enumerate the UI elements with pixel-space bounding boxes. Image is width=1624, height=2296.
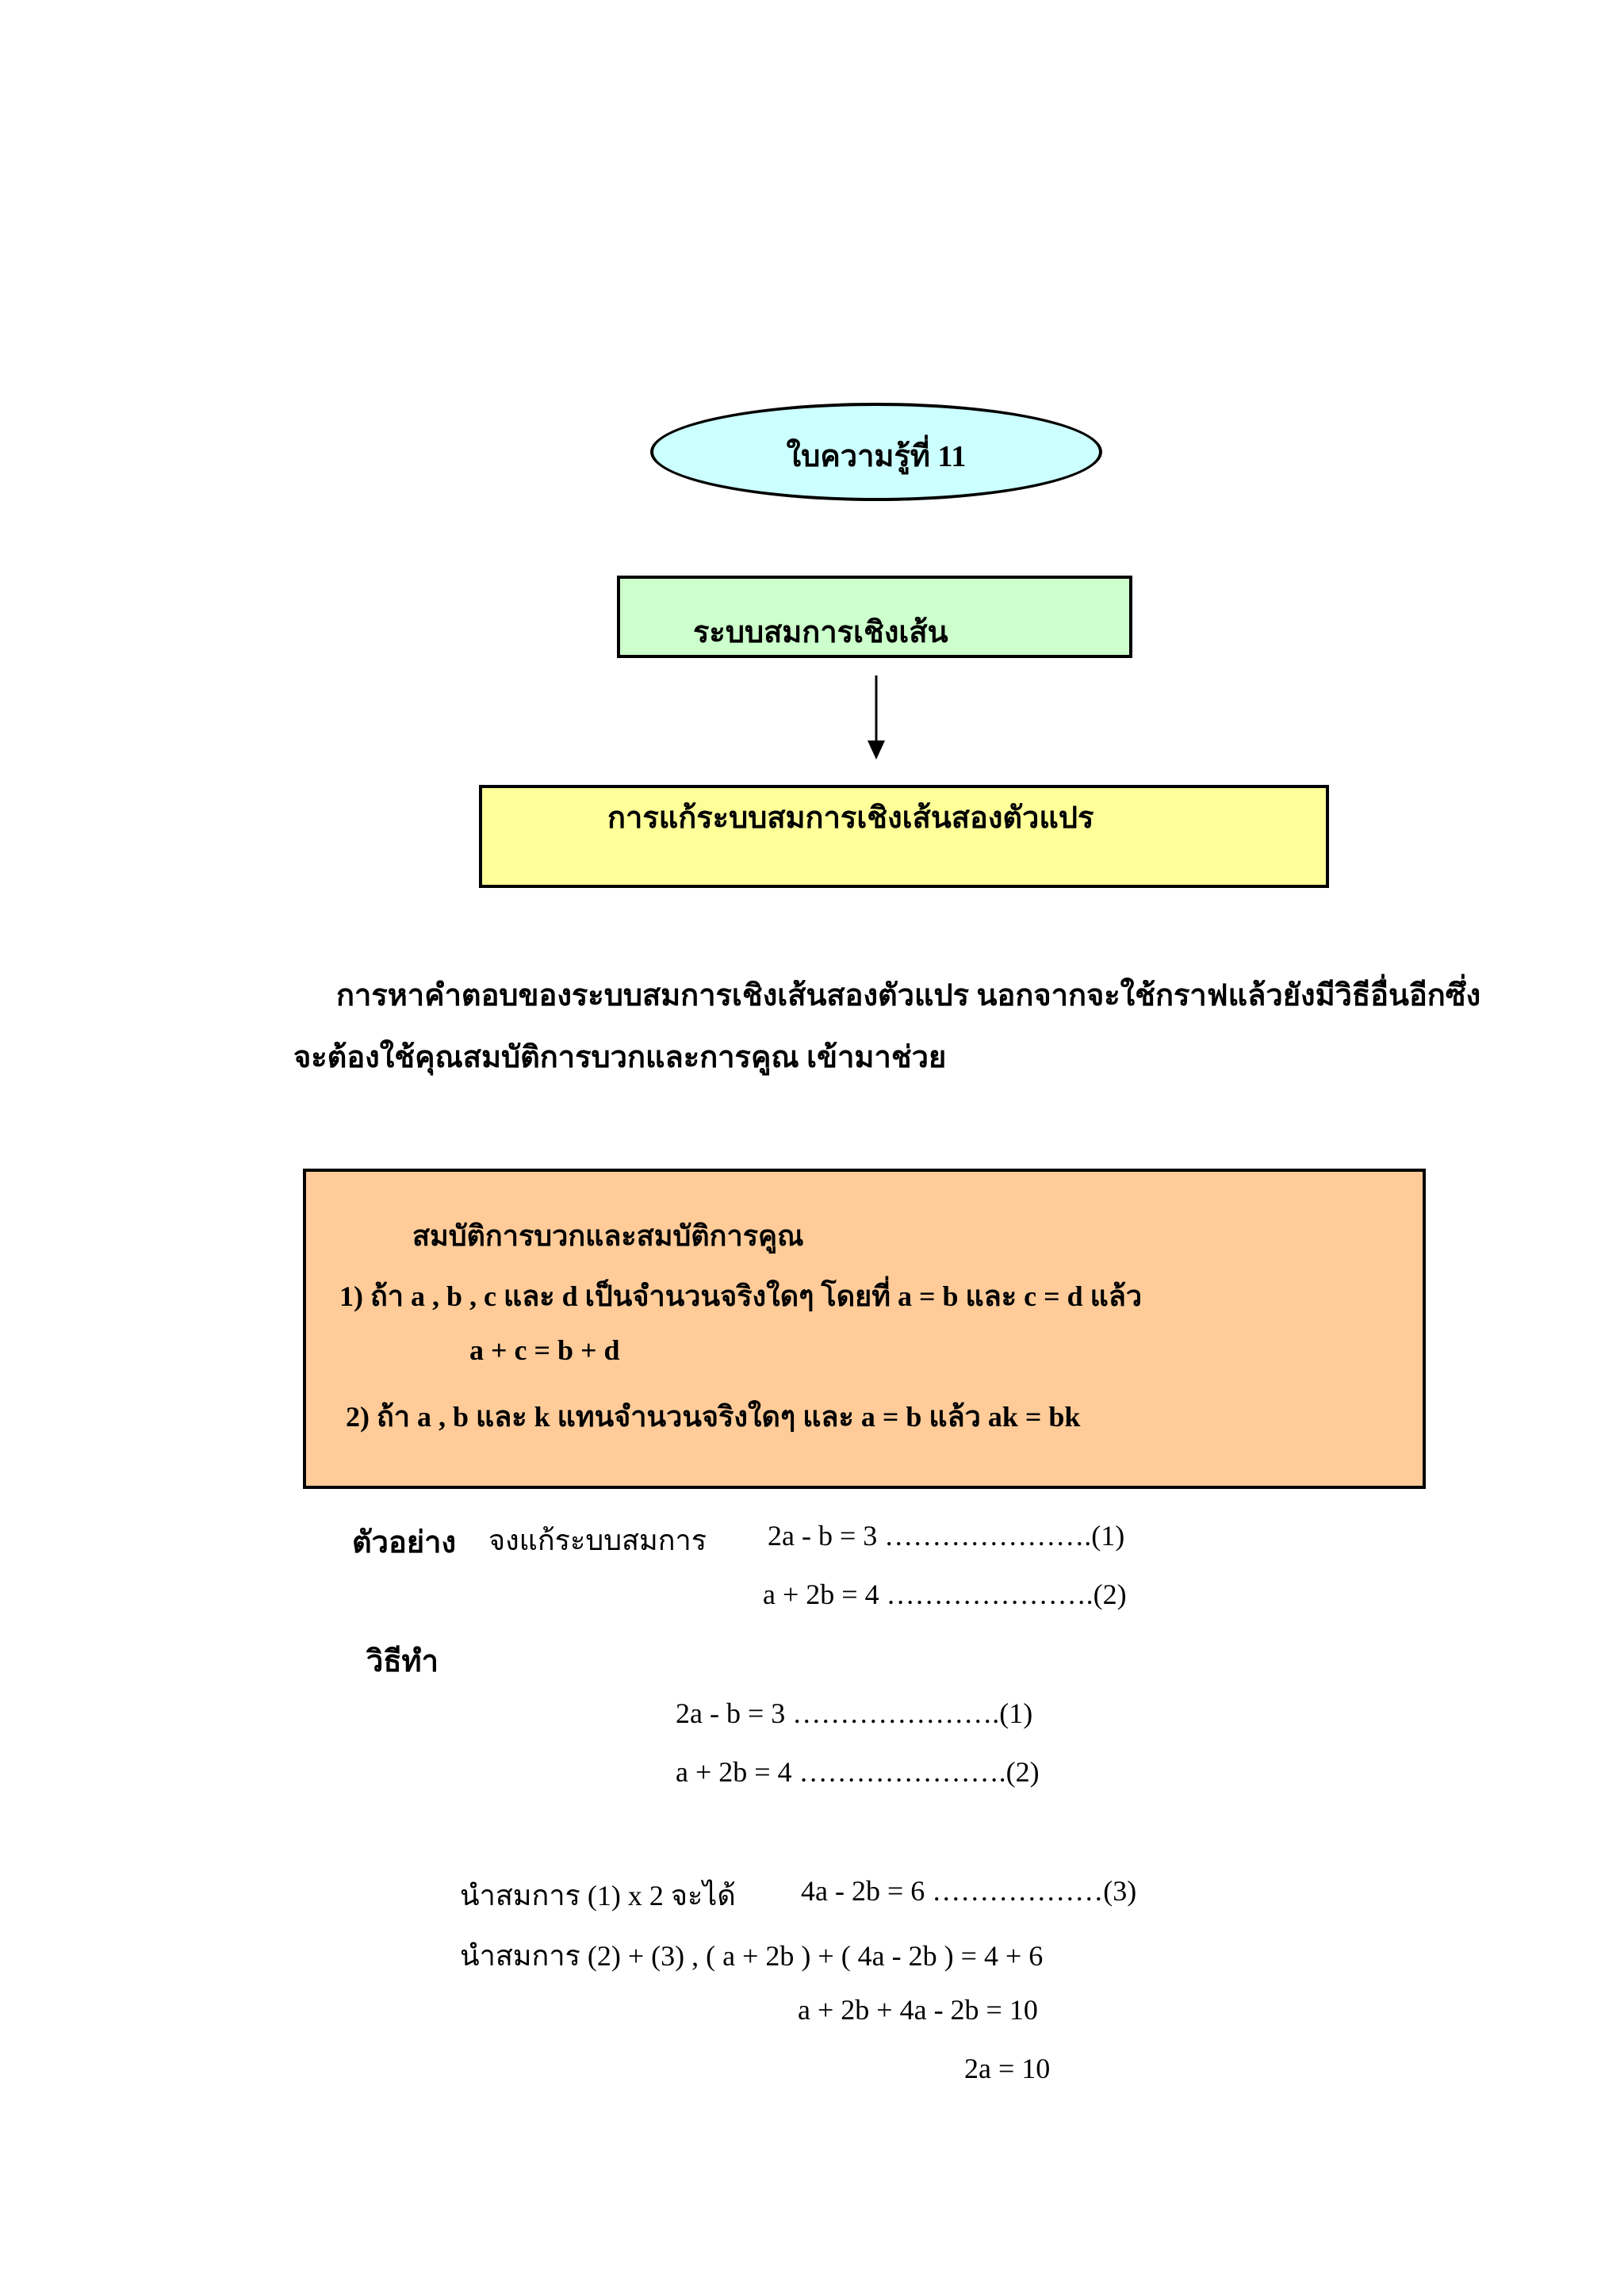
property-item-1: 1) ถ้า a , b , c และ d เป็นจำนวนจริงใดๆ โดยที่ a = b และ c = d แล้ว: [339, 1280, 1143, 1312]
topic-box: [617, 576, 1132, 658]
example-instruction: จงแก้ระบบสมการ: [488, 1525, 707, 1556]
topic-title: ระบบสมการเชิงเส้น: [693, 616, 948, 649]
solution-step-4: 2a = 10: [964, 2053, 1051, 2084]
property-item-1-result: a + c = b + d: [469, 1334, 620, 1366]
sheet-title: ใบความรู้ที่ 11: [786, 440, 967, 473]
solution-step-1-equation: 4a - 2b = 6 ………………(3): [801, 1875, 1137, 1907]
down-arrow-icon: [864, 675, 888, 763]
solution-label: วิธีทำ: [366, 1645, 439, 1678]
solution-step-3: a + 2b + 4a - 2b = 10: [798, 1994, 1038, 2026]
solution-equation-2: a + 2b = 4 ………………….(2): [676, 1756, 1040, 1788]
property-item-2: 2) ถ้า a , b และ k แทนจำนวนจริงใดๆ และ a = b แล้ว ak = bk: [346, 1401, 1081, 1433]
properties-title: สมบัติการบวกและสมบัติการคูณ: [412, 1220, 804, 1252]
example-equation-1: 2a - b = 3 ………………….(1): [768, 1520, 1125, 1552]
sheet-title-ellipse: [650, 403, 1102, 501]
intro-line-1: การหาคำตอบของระบบสมการเชิงเส้นสองตัวแปร นอกจากจะใช้กราฟแล้วยังมีวิธีอื่นอีกซึ่ง: [336, 979, 1481, 1012]
solution-equation-1: 2a - b = 3 ………………….(1): [676, 1697, 1033, 1729]
properties-box: [303, 1169, 1426, 1489]
solution-step-1-text: นำสมการ (1) x 2 จะได้: [460, 1880, 736, 1911]
subtopic-box: [479, 785, 1329, 888]
example-label: ตัวอย่าง: [352, 1526, 456, 1559]
solution-step-2: นำสมการ (2) + (3) , ( a + 2b ) + ( 4a - 2b ) = 4 + 6: [460, 1940, 1044, 1972]
example-equation-2: a + 2b = 4 ………………….(2): [763, 1578, 1127, 1610]
subtopic-title: การแก้ระบบสมการเชิงเส้นสองตัวแปร: [607, 802, 1094, 835]
intro-line-2: จะต้องใช้คุณสมบัติการบวกและการคูณ เข้ามาช่วย: [293, 1041, 947, 1074]
